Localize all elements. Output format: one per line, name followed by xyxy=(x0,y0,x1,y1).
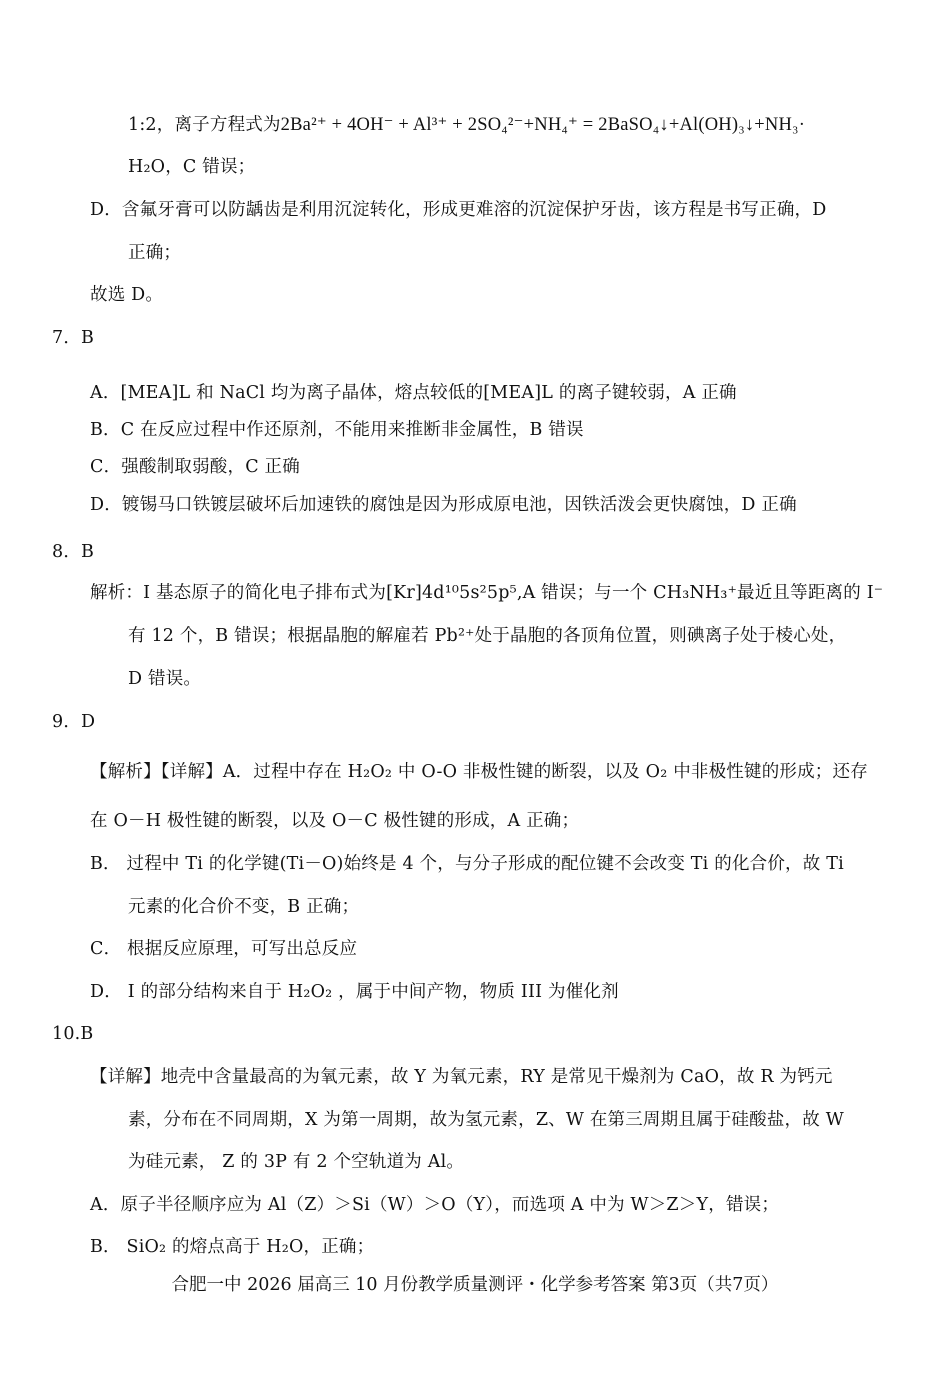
q10-number: 10.B xyxy=(52,1024,94,1044)
q8-number: 8．B xyxy=(52,542,95,562)
q8-line3: D 错误。 xyxy=(128,669,202,689)
q9-line2: 在 O－H 极性键的断裂，以及 O－C 极性键的形成，A 正确； xyxy=(90,811,580,831)
q8-line1: 解析：I 基态原子的简化电子排布式为[Kr]4d¹⁰5s²5p⁵,A 错误；与一个 CH₃NH₃⁺最近且等距离的 I⁻ xyxy=(90,583,884,603)
q9-option-d: D． I 的部分结构来自于 H₂O₂ ，属于中间产物，物质 III 为催化剂 xyxy=(90,982,619,1002)
q6-ionic-equation: 2Ba²⁺ + 4OH⁻ + Al³⁺ + 2SO₄²⁻+NH₄⁺ = 2BaSO₄↓+Al(OH)₃↓+NH₃· xyxy=(280,115,806,135)
q10-line2: 素，分布在不同周期，X 为第一周期，故为氢元素，Z、W 在第三周期且属于硅酸盐，故 W xyxy=(128,1110,844,1130)
q10-line1: 【详解】地壳中含量最高的为氧元素，故 Y 为氧元素，RY 是常见干燥剂为 CaO，故 R 为钙元 xyxy=(90,1067,833,1087)
q8-line2: 有 12 个，B 错误；根据晶胞的解雇若 Pb²⁺处于晶胞的各顶角位置，则碘离子处于棱心处， xyxy=(128,626,847,646)
q7-number: 7．B xyxy=(52,328,95,348)
q9-option-c: C． 根据反应原理，可写出总反应 xyxy=(90,939,358,959)
q7-option-b: B．C 在反应过程中作还原剂，不能用来推断非金属性，B 错误 xyxy=(90,420,584,440)
q6-option-d-line2: 正确； xyxy=(128,243,182,263)
q7-option-c: C．强酸制取弱酸，C 正确 xyxy=(90,457,300,477)
q9-option-b-line2: 元素的化合价不变，B 正确； xyxy=(128,897,360,917)
q6-option-d-line1: D．含氟牙膏可以防龋齿是利用沉淀转化，形成更难溶的沉淀保护牙齿，该方程是书写正确，D xyxy=(90,200,827,220)
q6-line1-text: 1:2，离子方程式为 xyxy=(128,115,281,135)
q6-line1 xyxy=(128,114,805,136)
q6-conclusion: 故选 D。 xyxy=(90,285,164,305)
q7-option-d: D．镀锡马口铁镀层破坏后加速铁的腐蚀是因为形成原电池，因铁活泼会更快腐蚀，D 正确 xyxy=(90,495,797,515)
q9-option-b-line1: B． 过程中 Ti 的化学键(Ti－O)始终是 4 个，与分子形成的配位键不会改变 Ti 的化合价，故 Ti xyxy=(90,854,844,874)
q9-number: 9．D xyxy=(52,712,96,732)
q7-option-a: A．[MEA]L 和 NaCl 均为离子晶体，熔点较低的[MEA]L 的离子键较弱，A 正确 xyxy=(90,383,737,403)
q6-line2: H₂O，C 错误； xyxy=(128,157,256,177)
q10-option-b: B． SiO₂ 的熔点高于 H₂O，正确； xyxy=(90,1237,375,1257)
q10-option-a: A．原子半径顺序应为 Al（Z）＞Si（W）＞O（Y），而选项 A 中为 W＞Z＞Y，错误； xyxy=(90,1195,780,1215)
q10-line3: 为硅元素， Z 的 3P 有 2 个空轨道为 Al。 xyxy=(128,1152,465,1172)
page-footer: 合肥一中 2026 届高三 10 月份教学质量测评・化学参考答案 第3页（共7页） xyxy=(171,1275,779,1295)
q9-line1: 【解析】【详解】A．过程中存在 H₂O₂ 中 O-O 非极性键的断裂，以及 O₂ 中非极性键的形成；还存 xyxy=(90,762,868,782)
